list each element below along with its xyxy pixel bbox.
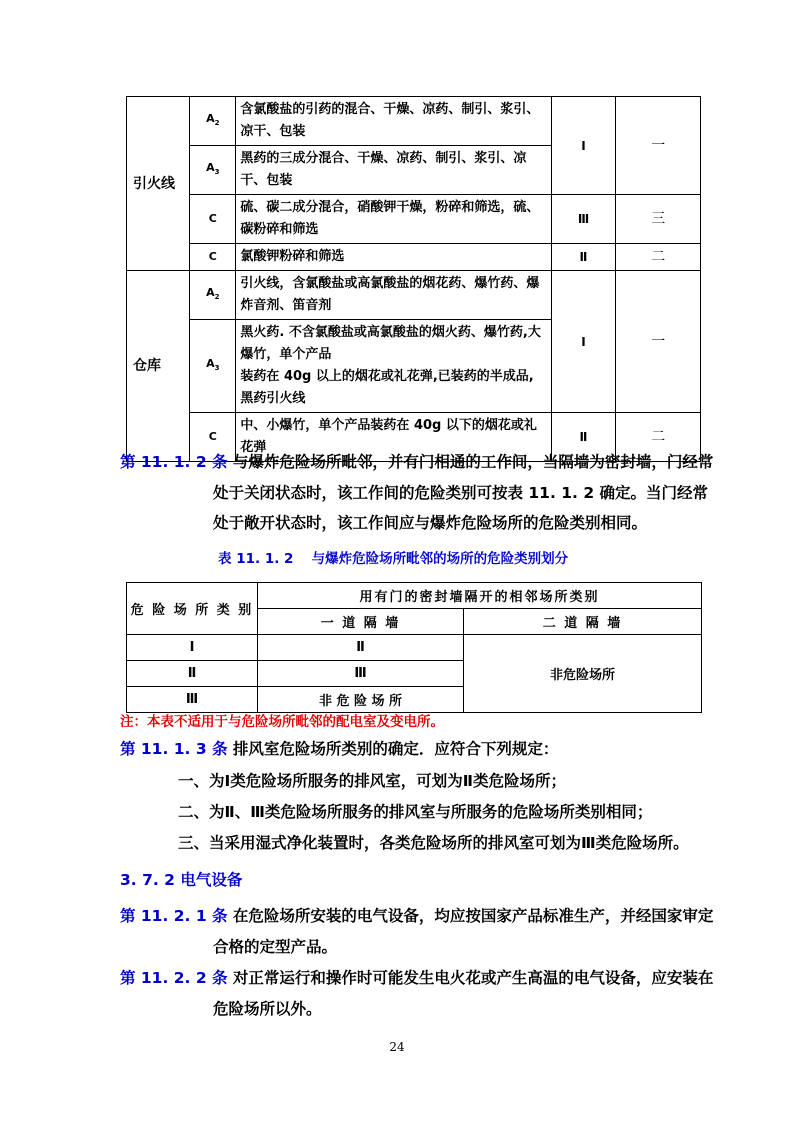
table-row bbox=[127, 195, 701, 244]
level-cell: Ⅱ bbox=[551, 244, 616, 271]
article-item-3: 三、当采用湿式净化装置时，各类危险场所的排风室可划为Ⅲ类危险场所。 bbox=[178, 834, 689, 852]
level-cell: Ⅰ bbox=[551, 271, 616, 413]
category-cell: 引火线 bbox=[127, 97, 190, 271]
adjacent-area-table bbox=[126, 582, 702, 713]
level-cell: Ⅲ bbox=[551, 195, 616, 244]
zone-cell: 三 bbox=[616, 195, 701, 244]
two-walls-cell: 非危险场所 bbox=[464, 635, 702, 713]
code-cell: $A_3$ bbox=[190, 320, 236, 413]
article-text: 在危险场所安装的电气设备，均应按国家产品标准生产，并经国家审定 bbox=[227, 907, 714, 925]
code-cell: C bbox=[190, 195, 236, 244]
table-row bbox=[127, 271, 701, 320]
one-wall-cell: Ⅱ bbox=[258, 635, 464, 661]
article-item-2: 二、为Ⅱ、Ⅲ类危险场所服务的排风室与所服务的危险场所类别相同； bbox=[178, 803, 653, 821]
header-hazard-category: 危 险 场 所 类 别 bbox=[127, 583, 258, 635]
description-line: 装药在 40g 以上的烟花或礼花弹,已装药的半成品,黑药引火线 bbox=[240, 369, 534, 406]
table-row bbox=[127, 583, 702, 609]
hazard-cell: Ⅰ bbox=[127, 635, 258, 661]
hazard-classification-table bbox=[126, 96, 701, 462]
article-label: 第 11. 2. 2 条 bbox=[120, 969, 228, 987]
article-label: 第 11. 1. 2 条 bbox=[120, 453, 228, 471]
table-caption: 表 11. 1. 2 与爆炸危险场所毗邻的场所的危险类别划分 bbox=[218, 551, 569, 567]
description-cell: 黑药的三成分混合、干燥、凉药、制引、浆引、凉干、包装 bbox=[236, 146, 551, 195]
zone-cell: 二 bbox=[616, 413, 701, 462]
code-cell: C bbox=[190, 244, 236, 271]
description-line: 黑火药. 不含氯酸盐或高氯酸盐的烟火药、爆竹药,大爆竹，单个产品 bbox=[240, 325, 541, 362]
article-text: 对正常运行和操作时可能发生电火花或产生高温的电气设备，应安装在 bbox=[227, 969, 714, 987]
one-wall-cell: 非 危 险 场 所 bbox=[258, 687, 464, 713]
article-11-1-2-line2: 处于关闭状态时，该工作间的危险类别可按表 11. 1. 2 确定。当门经常 bbox=[213, 484, 709, 502]
article-label: 第 11. 2. 1 条 bbox=[120, 907, 228, 925]
table-row bbox=[127, 635, 702, 661]
article-11-2-2-line1 bbox=[120, 963, 713, 993]
one-wall-cell: Ⅲ bbox=[258, 661, 464, 687]
zone-cell: 一 bbox=[616, 271, 701, 413]
table-row bbox=[127, 97, 701, 146]
zone-cell: 二 bbox=[616, 244, 701, 271]
code-cell: C bbox=[190, 413, 236, 462]
description-cell: 含氯酸盐的引药的混合、干燥、凉药、制引、浆引、凉干、包装 bbox=[236, 97, 551, 146]
article-11-2-1-line1 bbox=[120, 901, 713, 931]
code-cell: $A_2$ bbox=[190, 271, 236, 320]
table-note: 注：本表不适用于与危险场所毗邻的配电室及变电所。 bbox=[120, 714, 444, 730]
article-11-1-3 bbox=[120, 734, 558, 764]
header-adjacent-category: 用有门的密封墙隔开的相邻场所类别 bbox=[258, 583, 702, 609]
description-cell: 氯酸钾粉碎和筛选 bbox=[236, 244, 551, 271]
level-cell: Ⅱ bbox=[551, 413, 616, 462]
code-cell: $A_3$ bbox=[190, 146, 236, 195]
hazard-cell: Ⅲ bbox=[127, 687, 258, 713]
code-cell: $A_2$ bbox=[190, 97, 236, 146]
description-cell: 引火线，含氯酸盐或高氯酸盐的烟花药、爆竹药、爆炸音剂、笛音剂 bbox=[236, 271, 551, 320]
article-text: 与爆炸危险场所毗邻，并有门相通的工作间，当隔墙为密封墙，门经常 bbox=[232, 453, 714, 471]
article-label: 第 11. 1. 3 条 bbox=[120, 740, 228, 758]
article-11-2-2-line2: 危险场所以外。 bbox=[213, 1000, 322, 1018]
page-number: 24 bbox=[389, 1040, 405, 1054]
description-cell: 硫、碳二成分混合，硝酸钾干燥，粉碎和筛选，硫、碳粉碎和筛选 bbox=[236, 195, 551, 244]
table-row bbox=[127, 244, 701, 271]
category-cell: 仓库 bbox=[127, 271, 190, 462]
hazard-cell: Ⅱ bbox=[127, 661, 258, 687]
section-heading: 3. 7. 2 电气设备 bbox=[120, 871, 243, 889]
article-text: 排风室危险场所类别的确定．应符合下列规定： bbox=[227, 740, 559, 758]
article-11-1-2-line3: 处于敞开状态时，该工作间应与爆炸危险场所的危险类别相同。 bbox=[213, 514, 648, 532]
header-two-walls: 二 道 隔 墙 bbox=[464, 609, 702, 635]
article-11-1-2-line1 bbox=[120, 447, 713, 477]
zone-cell: 一 bbox=[616, 97, 701, 195]
description-cell bbox=[236, 320, 551, 413]
article-11-2-1-line2: 合格的定型产品。 bbox=[213, 938, 338, 956]
level-cell: Ⅰ bbox=[551, 97, 616, 195]
description-cell: 中、小爆竹，单个产品装药在 40g 以下的烟花或礼花弹 bbox=[236, 413, 551, 462]
header-one-wall: 一 道 隔 墙 bbox=[258, 609, 464, 635]
article-item-1: 一、为Ⅰ类危险场所服务的排风室，可划为Ⅱ类危险场所； bbox=[178, 772, 566, 790]
